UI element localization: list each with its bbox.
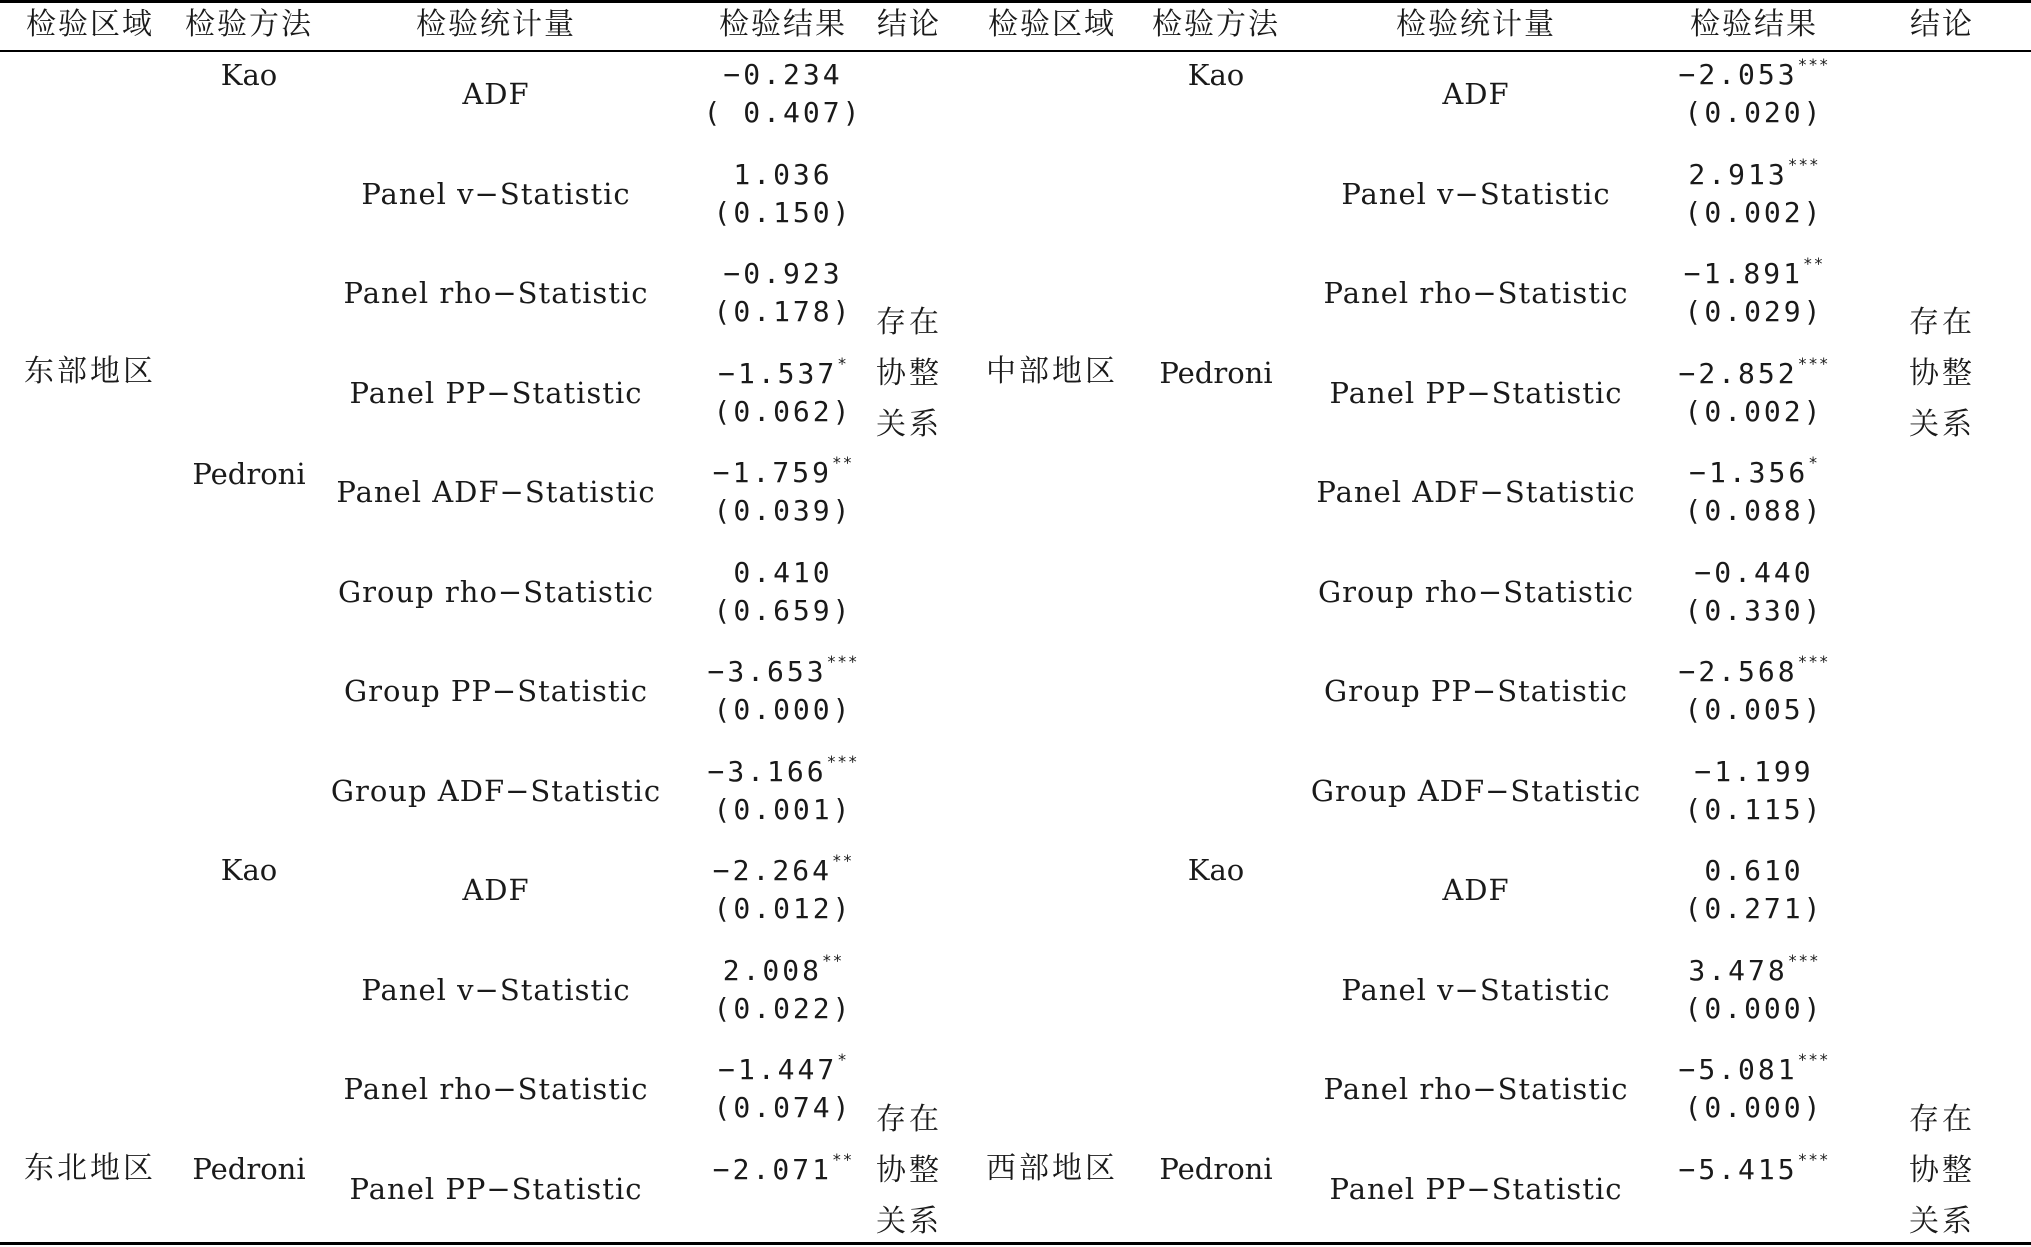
test-value-number: 0.610 [1704, 854, 1804, 887]
test-value [1688, 154, 1820, 192]
statistic-name: Panel rho−Statistic [343, 1072, 649, 1106]
test-value-number: 1.036 [733, 157, 833, 191]
test-value [712, 1149, 854, 1187]
conclusion-line: 关系 [876, 407, 942, 442]
significance-stars: *** [1797, 55, 1830, 74]
p-value: (0.178) [713, 295, 853, 328]
test-value-number: −1.537 [718, 356, 838, 390]
test-value-number: −0.923 [723, 257, 843, 290]
significance-stars: ** [831, 1149, 854, 1169]
conclusion-line: 协整 [1909, 356, 1975, 391]
test-value-number: −1.356 [1689, 456, 1809, 489]
conclusion-central [1909, 297, 1975, 450]
header-region-right: 检验区域 [988, 7, 1116, 42]
significance-stars: ** [822, 950, 844, 970]
test-value [1704, 854, 1803, 888]
p-value: (0.005) [1684, 693, 1824, 726]
test-value-number: −2.264 [712, 854, 832, 887]
test-value-number: 2.913 [1688, 157, 1788, 191]
statistic-name: Panel ADF−Statistic [336, 475, 656, 509]
statistic-name: Panel rho−Statistic [1323, 1072, 1629, 1106]
test-value [707, 652, 859, 689]
statistic-name: Panel PP−Statistic [349, 1171, 643, 1206]
test-value [1678, 55, 1830, 92]
significance-stars: *** [1787, 154, 1820, 174]
test-value-number: −0.234 [723, 58, 843, 91]
statistic-name: Panel PP−Statistic [349, 375, 643, 410]
header-region-left: 检验区域 [26, 7, 154, 42]
significance-stars: ** [831, 851, 854, 870]
table-header-rule [0, 50, 2031, 52]
statistic-name: Panel v−Statistic [1341, 972, 1611, 1007]
conclusion-northeast [876, 1094, 942, 1247]
test-value [1688, 950, 1820, 988]
header-conclusion-right: 结论 [1910, 7, 1974, 42]
test-value [723, 257, 842, 291]
statistic-name: Panel PP−Statistic [1329, 1171, 1623, 1206]
test-value [1689, 453, 1819, 490]
statistic-name: Group ADF−Statistic [1310, 773, 1642, 808]
statistic-name: Panel v−Statistic [361, 972, 631, 1007]
conclusion-east [876, 297, 942, 450]
test-value [1694, 755, 1813, 789]
statistic-name: ADF [1442, 873, 1510, 907]
p-value: (0.002) [1684, 394, 1824, 428]
p-value: (0.002) [1684, 195, 1824, 229]
statistic-name: Panel v−Statistic [361, 176, 631, 211]
region-northeast: 东北地区 [24, 1151, 156, 1186]
conclusion-line: 存在 [1909, 1102, 1975, 1137]
statistic-name: Panel ADF−Statistic [1316, 475, 1636, 509]
conclusion-line: 协整 [876, 1153, 942, 1188]
conclusion-line: 协整 [876, 356, 942, 391]
test-value [722, 950, 844, 988]
statistic-name: Panel v−Statistic [1341, 176, 1611, 211]
statistic-name: ADF [462, 873, 530, 907]
statistic-name: Group PP−Statistic [1323, 674, 1629, 708]
test-value [712, 453, 854, 490]
conclusion-line: 关系 [876, 1204, 942, 1239]
conclusion-line: 存在 [876, 1102, 942, 1137]
significance-stars: * [837, 1050, 848, 1069]
method-pedroni-central: Pedroni [1159, 356, 1273, 390]
region-central: 中部地区 [986, 354, 1118, 389]
header-method-right: 检验方法 [1152, 7, 1280, 42]
statistic-name: Group ADF−Statistic [330, 773, 662, 808]
test-value-number: −5.081 [1678, 1053, 1798, 1086]
header-result-left: 检验结果 [719, 7, 847, 42]
p-value: (0.029) [1684, 295, 1824, 328]
p-value: (0.039) [713, 494, 853, 527]
statistic-name: Panel rho−Statistic [1323, 276, 1629, 310]
region-west: 西部地区 [986, 1151, 1118, 1186]
conclusion-line: 存在 [1909, 305, 1975, 340]
p-value: (0.074) [713, 1091, 853, 1124]
test-value [723, 58, 842, 92]
test-value-number: −1.891 [1683, 257, 1803, 290]
p-value: (0.000) [713, 693, 853, 726]
test-value-number: 2.008 [722, 953, 823, 987]
test-value-number: 0.410 [733, 555, 833, 589]
p-value: (0.020) [1684, 96, 1824, 129]
significance-stars: *** [1797, 1050, 1830, 1069]
p-value: (0.062) [713, 394, 853, 428]
significance-stars: *** [1797, 353, 1830, 373]
p-value: (0.000) [1684, 1091, 1824, 1124]
p-value: (0.330) [1684, 593, 1824, 627]
p-value: (0.659) [713, 593, 853, 627]
test-value [707, 751, 859, 789]
statistic-name: ADF [462, 77, 530, 111]
statistic-name: Panel PP−Statistic [1329, 375, 1623, 410]
test-value-number: −2.852 [1678, 356, 1798, 390]
header-method-left: 检验方法 [185, 7, 313, 42]
p-value: ( 0.407) [703, 96, 863, 129]
method-pedroni-northeast: Pedroni [192, 1152, 306, 1186]
test-value [718, 1050, 848, 1087]
conclusion-line: 关系 [1909, 1204, 1975, 1239]
test-value [1678, 353, 1830, 391]
test-value [1678, 1149, 1830, 1187]
test-value-number: 3.478 [1688, 953, 1788, 987]
method-pedroni-east: Pedroni [192, 457, 306, 491]
table-top-rule [0, 0, 2031, 3]
header-statistic-left: 检验统计量 [416, 7, 576, 42]
p-value: (0.012) [713, 892, 853, 925]
p-value: (0.150) [713, 195, 853, 229]
conclusion-line: 存在 [876, 305, 942, 340]
p-value: (0.000) [1684, 991, 1824, 1025]
significance-stars: ** [831, 453, 854, 472]
test-value-number: −1.759 [712, 456, 832, 489]
test-value-number: −2.053 [1678, 58, 1798, 91]
statistic-name: Group rho−Statistic [337, 574, 655, 609]
method-pedroni-west: Pedroni [1159, 1152, 1273, 1186]
test-value [1678, 1050, 1830, 1087]
region-east: 东部地区 [24, 354, 156, 389]
significance-stars: *** [1797, 1149, 1830, 1169]
p-value: (0.115) [1684, 792, 1824, 826]
test-value [718, 353, 848, 391]
significance-stars: *** [1787, 950, 1820, 970]
header-result-right: 检验结果 [1690, 7, 1818, 42]
significance-stars: * [1808, 453, 1819, 472]
significance-stars: *** [826, 652, 859, 671]
test-value-number: −3.166 [707, 754, 827, 788]
test-value-number: −5.415 [1678, 1152, 1798, 1186]
conclusion-west [1909, 1094, 1975, 1247]
method-kao-west: Kao [1187, 853, 1245, 887]
test-value-number: −0.440 [1694, 555, 1814, 589]
test-value [733, 158, 832, 192]
statistic-name: ADF [1442, 77, 1510, 111]
significance-stars: ** [1802, 254, 1825, 273]
significance-stars: * [837, 353, 848, 373]
test-value [733, 556, 832, 590]
test-value-number: −2.071 [712, 1152, 832, 1186]
significance-stars: *** [826, 751, 859, 771]
p-value: (0.271) [1684, 892, 1824, 925]
test-value [1683, 254, 1825, 291]
table-bottom-rule [0, 1242, 2031, 1245]
header-statistic-right: 检验统计量 [1396, 7, 1556, 42]
test-value-number: −3.653 [707, 655, 827, 688]
statistic-name: Group rho−Statistic [1317, 574, 1635, 609]
test-value [712, 851, 854, 888]
header-conclusion-left: 结论 [877, 7, 941, 42]
method-kao-east: Kao [220, 58, 278, 92]
test-value-number: −1.199 [1694, 754, 1814, 788]
test-value [1694, 556, 1813, 590]
statistic-name: Panel rho−Statistic [343, 276, 649, 310]
p-value: (0.088) [1684, 494, 1824, 527]
test-value-number: −2.568 [1678, 655, 1798, 688]
method-kao-central: Kao [1187, 58, 1245, 92]
method-kao-northeast: Kao [220, 853, 278, 887]
conclusion-line: 协整 [1909, 1153, 1975, 1188]
conclusion-line: 关系 [1909, 407, 1975, 442]
statistic-name: Group PP−Statistic [343, 674, 649, 708]
test-value [1678, 652, 1830, 689]
p-value: (0.001) [713, 792, 853, 826]
significance-stars: *** [1797, 652, 1830, 671]
test-value-number: −1.447 [718, 1053, 838, 1086]
p-value: (0.022) [713, 991, 853, 1025]
